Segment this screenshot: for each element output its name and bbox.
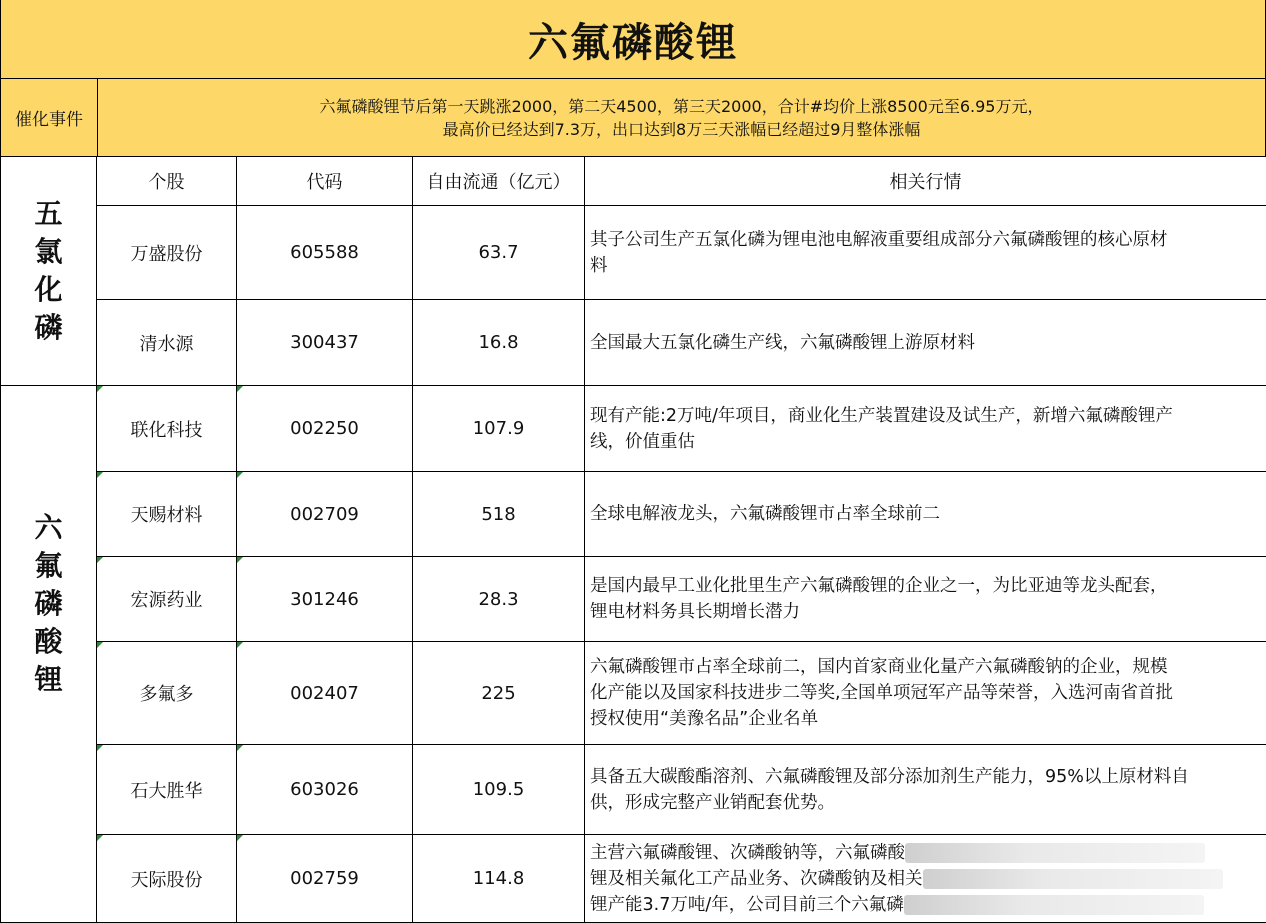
float-cap-cell: 114.8 [413, 835, 585, 923]
float-cap-cell: 109.5 [413, 745, 585, 835]
desc-line: 全国最大五氯化磷生产线，六氟磷酸锂上游原材料 [590, 330, 1260, 356]
stock-name-cell: 清水源 [97, 300, 237, 386]
category-char: 酸 [34, 623, 62, 661]
table-row [1, 642, 1266, 745]
category-cell-pcl5 [1, 157, 97, 386]
table-row [1, 745, 1266, 835]
desc-line: 现有产能:2万吨/年项目，商业化生产装置建设及试生产，新增六氟磷酸锂产 [590, 403, 1260, 429]
catalyst-line: 最高价已经达到7.3万，出口达到8万三天涨幅已经超过9月整体涨幅 [443, 118, 921, 141]
category-char: 五 [34, 195, 62, 233]
desc-line: 具备五大碳酸酯溶剂、六氟磷酸锂及部分添加剂生产能力，95%以上原材料自 [590, 764, 1260, 790]
desc-line: 授权使用“美豫名品”企业名单 [590, 706, 1260, 732]
column-header-float-cap: 自由流通（亿元） [413, 157, 585, 206]
table-row [1, 386, 1266, 472]
float-cap-cell: 16.8 [413, 300, 585, 386]
table-row [1, 557, 1266, 642]
table-row [1, 206, 1266, 300]
catalyst-label: 催化事件 [0, 79, 98, 156]
table-row [1, 300, 1266, 386]
desc-cell [585, 206, 1266, 300]
category-char: 氯 [34, 233, 62, 271]
desc-cell [585, 642, 1266, 745]
stock-name-cell: 天赐材料 [97, 472, 237, 557]
table-header-row [1, 157, 1266, 206]
desc-cell [585, 472, 1266, 557]
desc-cell [585, 557, 1266, 642]
category-char: 锂 [34, 661, 62, 699]
desc-line: 六氟磷酸锂市占率全球前二，国内首家商业化量产六氟磷酸钠的企业，规模 [590, 654, 1260, 680]
column-header-code: 代码 [237, 157, 413, 206]
desc-cell [585, 386, 1266, 472]
desc-text: 锂产能3.7万吨/年，公司目前三个六氟磷 [590, 895, 904, 915]
column-header-desc: 相关行情 [585, 157, 1266, 206]
stock-name-cell: 石大胜华 [97, 745, 237, 835]
table-row [1, 472, 1266, 557]
float-cap-cell: 518 [413, 472, 585, 557]
column-header-stock: 个股 [97, 157, 237, 206]
desc-text: 锂及相关氟化工产品业务、次磷酸钠及相关 [590, 869, 923, 889]
desc-line [590, 866, 1260, 892]
stock-code-cell: 300437 [237, 300, 413, 386]
desc-line: 料 [590, 253, 1260, 279]
stock-code-cell: 002407 [237, 642, 413, 745]
float-cap-cell: 107.9 [413, 386, 585, 472]
stock-table [0, 156, 1266, 923]
desc-line [590, 892, 1260, 918]
stock-name-cell: 万盛股份 [97, 206, 237, 300]
desc-cell [585, 835, 1266, 923]
desc-cell [585, 300, 1266, 386]
desc-cell [585, 745, 1266, 835]
stock-name-cell: 多氟多 [97, 642, 237, 745]
stock-code-cell: 002250 [237, 386, 413, 472]
category-char: 氟 [34, 547, 62, 585]
stock-name-cell: 天际股份 [97, 835, 237, 923]
desc-line: 线，价值重估 [590, 429, 1260, 455]
stock-code-cell: 605588 [237, 206, 413, 300]
category-char: 六 [34, 509, 62, 547]
float-cap-cell: 225 [413, 642, 585, 745]
desc-line: 化产能以及国家科技进步二等奖,全国单项冠军产品等荣誉，入选河南省首批 [590, 680, 1260, 706]
category-char: 磷 [34, 309, 62, 347]
category-char: 磷 [34, 585, 62, 623]
catalyst-line: 六氟磷酸锂节后第一天跳涨2000，第二天4500，第三天2000，合计#均价上涨8500元至6.95万元， [320, 95, 1044, 118]
float-cap-cell: 63.7 [413, 206, 585, 300]
float-cap-cell: 28.3 [413, 557, 585, 642]
watermark-blur [923, 869, 1223, 889]
desc-line [590, 840, 1260, 866]
catalyst-text [98, 79, 1266, 156]
stock-name-cell: 联化科技 [97, 386, 237, 472]
stock-name-cell: 宏源药业 [97, 557, 237, 642]
desc-line: 全球电解液龙头，六氟磷酸锂市占率全球前二 [590, 501, 1260, 527]
watermark-blur [904, 895, 1204, 915]
table-row [1, 835, 1266, 923]
sheet-title: 六氟磷酸锂 [0, 0, 1266, 79]
category-char: 化 [34, 271, 62, 309]
stock-code-cell: 002709 [237, 472, 413, 557]
stock-code-cell: 301246 [237, 557, 413, 642]
stock-code-cell: 603026 [237, 745, 413, 835]
desc-line: 供，形成完整产业销配套优势。 [590, 790, 1260, 816]
category-cell-lipf6 [1, 386, 97, 923]
desc-line: 是国内最早工业化批里生产六氟磷酸锂的企业之一，为比亚迪等龙头配套， [590, 573, 1260, 599]
desc-line: 其子公司生产五氯化磷为锂电池电解液重要组成部分六氟磷酸锂的核心原材 [590, 227, 1260, 253]
catalyst-row [0, 79, 1266, 157]
stock-code-cell: 002759 [237, 835, 413, 923]
desc-text: 主营六氟磷酸锂、次磷酸钠等，六氟磷酸 [590, 843, 905, 863]
watermark-blur [905, 843, 1205, 863]
desc-line: 锂电材料务具长期增长潜力 [590, 599, 1260, 625]
